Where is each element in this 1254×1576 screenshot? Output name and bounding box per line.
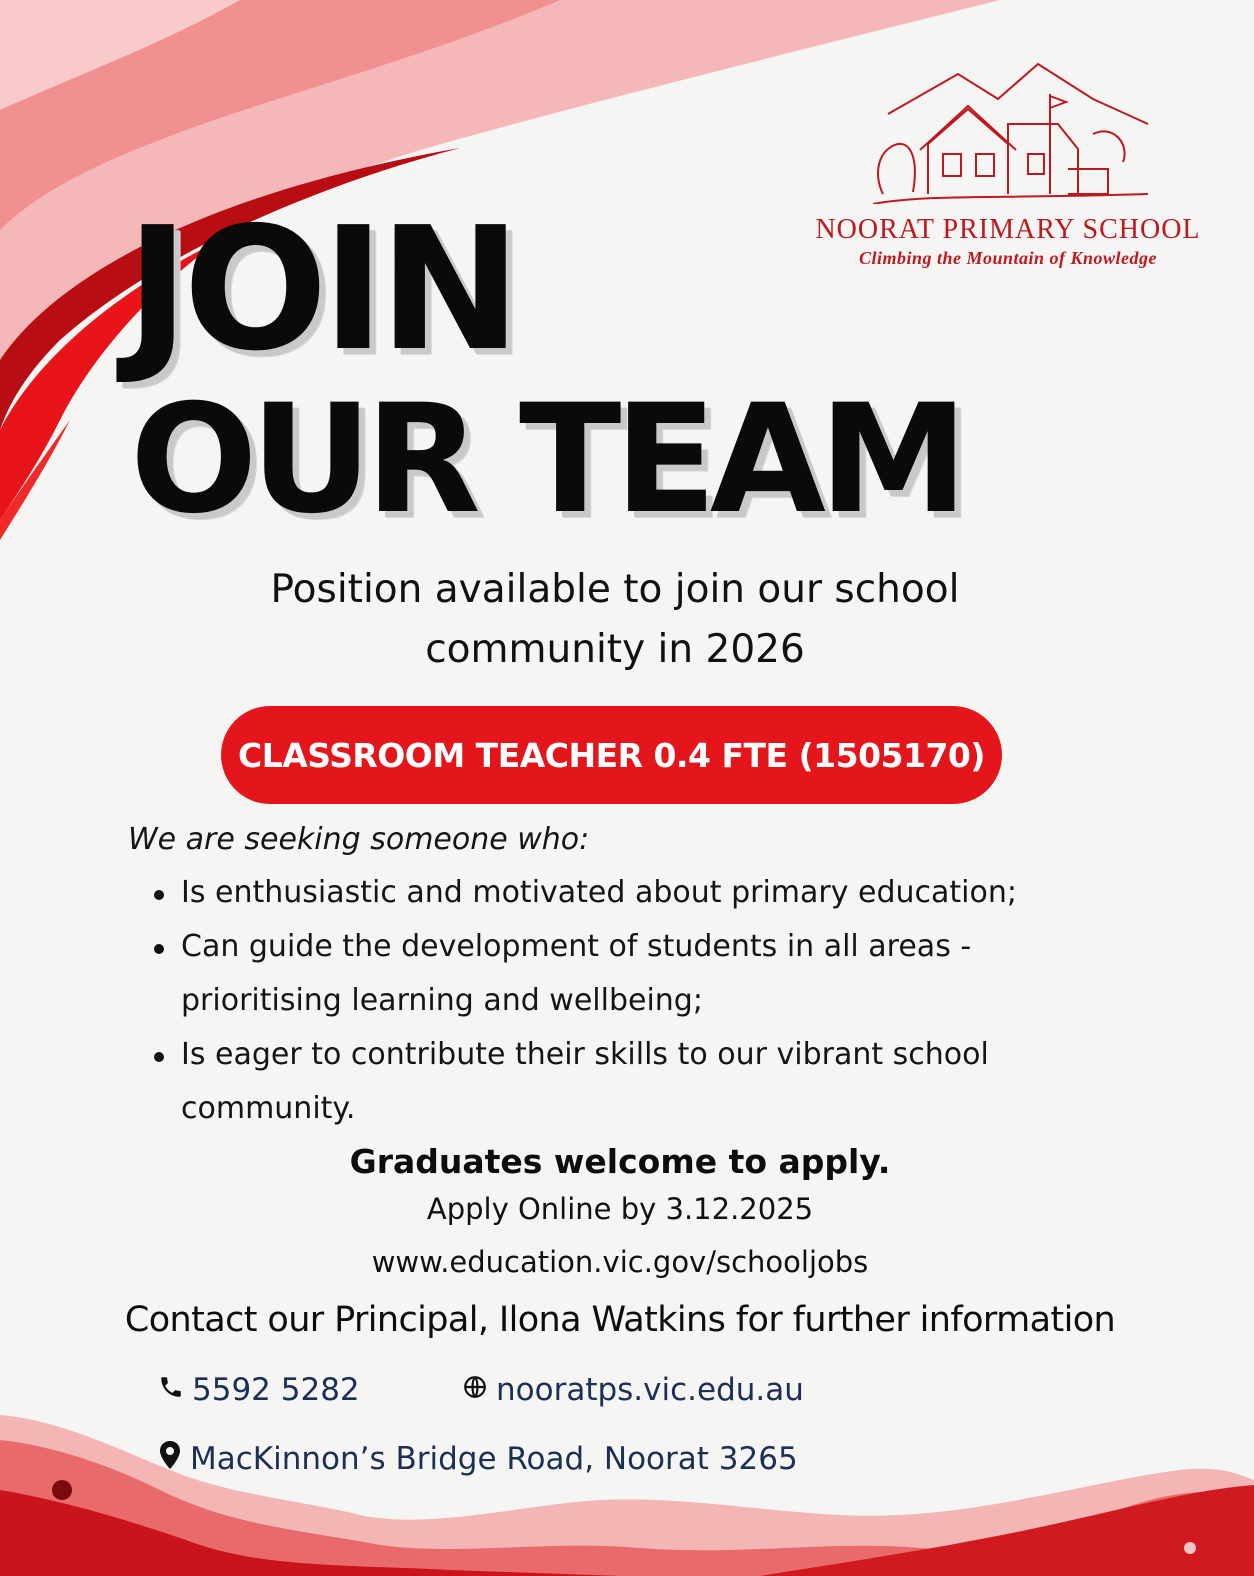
globe-icon <box>462 1372 488 1408</box>
school-name: NOORAT PRIMARY SCHOOL <box>815 214 1201 245</box>
list-item: Is eager to contribute their skills to our vibrant school community. <box>150 1028 1041 1136</box>
school-building-drawing <box>868 54 1150 204</box>
criteria-list <box>150 866 1110 1136</box>
school-logo <box>812 54 1204 274</box>
school-motto: Climbing the Mountain of Knowledge <box>858 248 1158 268</box>
headline-join: JOIN <box>126 191 516 389</box>
address-contact <box>158 1440 798 1478</box>
position-title-badge: CLASSROOM TEACHER 0.4 FTE (1505170) <box>221 706 1002 804</box>
dot-decoration <box>1184 1542 1196 1554</box>
position-intro <box>200 560 1030 680</box>
intro-line: Position available to join our school <box>270 567 960 612</box>
apply-deadline: Apply Online by 3.12.2025 <box>426 1192 814 1226</box>
headline-our-team: OUR TEAM <box>130 373 962 547</box>
website-url: nooratps.vic.edu.au <box>496 1372 804 1408</box>
phone-contact[interactable] <box>158 1372 360 1408</box>
phone-number: 5592 5282 <box>192 1372 360 1408</box>
intro-line: community in 2026 <box>425 627 805 672</box>
address-text: MacKinnon’s Bridge Road, Noorat 3265 <box>190 1441 798 1477</box>
seeking-label: We are seeking someone who: <box>128 822 590 857</box>
contact-heading: Contact our Principal, Ilona Watkins for further information <box>124 1300 1116 1340</box>
phone-icon <box>158 1372 184 1408</box>
apply-link[interactable]: www.education.vic.gov/schooljobs <box>371 1245 869 1279</box>
list-item: Is enthusiastic and motivated about primary education; <box>150 866 1110 920</box>
website-contact[interactable] <box>462 1372 804 1408</box>
graduates-welcome: Graduates welcome to apply. <box>349 1142 891 1181</box>
dot-decoration <box>52 1480 72 1500</box>
list-item: Can guide the development of students in all areas - prioritising learning and wellbeing; <box>150 920 1041 1028</box>
location-pin-icon <box>158 1440 182 1478</box>
